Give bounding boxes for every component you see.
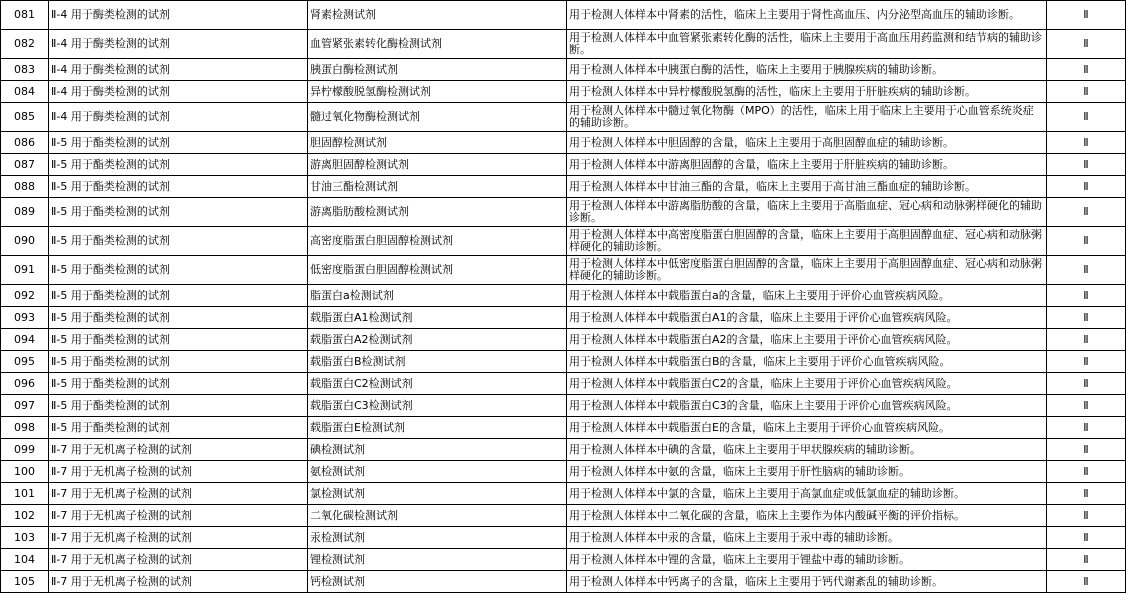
management-class-cell: Ⅱ — [1047, 505, 1126, 527]
product-name-cell: 汞检测试剂 — [308, 527, 567, 549]
table-row — [1, 30, 1126, 59]
product-name-cell: 游离胆固醇检测试剂 — [308, 154, 567, 176]
description-cell: 用于检测人体样本中载脂蛋白A1的含量，临床上主要用于评价心血管疾病风险。 — [567, 307, 1047, 329]
row-code-cell: 105 — [1, 571, 49, 593]
description-cell: 用于检测人体样本中二氧化碳的含量，临床上主要作为体内酸碱平衡的评价指标。 — [567, 505, 1047, 527]
management-class-cell: Ⅱ — [1047, 439, 1126, 461]
category-cell: Ⅱ-5 用于酯类检测的试剂 — [49, 285, 308, 307]
description-cell: 用于检测人体样本中血管紧张素转化酶的活性，临床上主要用于高血压用药监测和结节病的辅助诊断。 — [567, 30, 1047, 59]
product-name-cell: 锂检测试剂 — [308, 549, 567, 571]
table-row — [1, 198, 1126, 227]
product-name-cell: 钙检测试剂 — [308, 571, 567, 593]
description-cell: 用于检测人体样本中钙离子的含量，临床上主要用于钙代谢紊乱的辅助诊断。 — [567, 571, 1047, 593]
product-name-cell: 载脂蛋白C2检测试剂 — [308, 373, 567, 395]
table-row — [1, 285, 1126, 307]
table-row — [1, 307, 1126, 329]
description-cell: 用于检测人体样本中游离脂肪酸的含量，临床上主要用于高脂血症、冠心病和动脉粥样硬化的辅助诊断。 — [567, 198, 1047, 227]
description-cell: 用于检测人体样本中载脂蛋白C2的含量，临床上主要用于评价心血管疾病风险。 — [567, 373, 1047, 395]
management-class-cell: Ⅱ — [1047, 417, 1126, 439]
category-cell: Ⅱ-7 用于无机离子检测的试剂 — [49, 439, 308, 461]
table-row — [1, 81, 1126, 103]
description-cell: 用于检测人体样本中锂的含量，临床上主要用于锂盐中毒的辅助诊断。 — [567, 549, 1047, 571]
category-cell: Ⅱ-5 用于酯类检测的试剂 — [49, 154, 308, 176]
product-name-cell: 甘油三酯检测试剂 — [308, 176, 567, 198]
description-cell: 用于检测人体样本中载脂蛋白C3的含量，临床上主要用于评价心血管疾病风险。 — [567, 395, 1047, 417]
table-row — [1, 103, 1126, 132]
category-cell: Ⅱ-5 用于酯类检测的试剂 — [49, 329, 308, 351]
description-cell: 用于检测人体样本中髓过氧化物酶（MPO）的活性，临床上用于临床上主要用于心血管系统炎症的辅助诊断。 — [567, 103, 1047, 132]
description-cell: 用于检测人体样本中异柠檬酸脱氢酶的活性，临床上主要用于肝脏疾病的辅助诊断。 — [567, 81, 1047, 103]
table-row — [1, 461, 1126, 483]
management-class-cell: Ⅱ — [1047, 256, 1126, 285]
product-name-cell: 髓过氧化物酶检测试剂 — [308, 103, 567, 132]
management-class-cell: Ⅱ — [1047, 329, 1126, 351]
description-cell: 用于检测人体样本中高密度脂蛋白胆固醇的含量，临床上主要用于高胆固醇血症、冠心病和动脉粥样硬化的辅助诊断。 — [567, 227, 1047, 256]
table-row — [1, 59, 1126, 81]
category-cell: Ⅱ-5 用于酯类检测的试剂 — [49, 256, 308, 285]
row-code-cell: 092 — [1, 285, 49, 307]
row-code-cell: 095 — [1, 351, 49, 373]
category-cell: Ⅱ-5 用于酯类检测的试剂 — [49, 227, 308, 256]
description-cell: 用于检测人体样本中低密度脂蛋白胆固醇的含量，临床上主要用于高胆固醇血症、冠心病和动脉粥样硬化的辅助诊断。 — [567, 256, 1047, 285]
table-row — [1, 571, 1126, 593]
table-body — [1, 1, 1126, 593]
management-class-cell: Ⅱ — [1047, 527, 1126, 549]
row-code-cell: 081 — [1, 1, 49, 30]
row-code-cell: 098 — [1, 417, 49, 439]
table-row — [1, 483, 1126, 505]
table-row — [1, 373, 1126, 395]
management-class-cell: Ⅱ — [1047, 307, 1126, 329]
management-class-cell: Ⅱ — [1047, 549, 1126, 571]
table-row — [1, 351, 1126, 373]
description-cell: 用于检测人体样本中氨的含量，临床上主要用于肝性脑病的辅助诊断。 — [567, 461, 1047, 483]
table-row — [1, 1, 1126, 30]
row-code-cell: 085 — [1, 103, 49, 132]
management-class-cell: Ⅱ — [1047, 1, 1126, 30]
category-cell: Ⅱ-5 用于酯类检测的试剂 — [49, 373, 308, 395]
management-class-cell: Ⅱ — [1047, 59, 1126, 81]
product-name-cell: 低密度脂蛋白胆固醇检测试剂 — [308, 256, 567, 285]
product-name-cell: 肾素检测试剂 — [308, 1, 567, 30]
row-code-cell: 083 — [1, 59, 49, 81]
product-name-cell: 氨检测试剂 — [308, 461, 567, 483]
row-code-cell: 087 — [1, 154, 49, 176]
row-code-cell: 084 — [1, 81, 49, 103]
management-class-cell: Ⅱ — [1047, 483, 1126, 505]
category-cell: Ⅱ-4 用于酶类检测的试剂 — [49, 103, 308, 132]
row-code-cell: 099 — [1, 439, 49, 461]
management-class-cell: Ⅱ — [1047, 373, 1126, 395]
product-name-cell: 氯检测试剂 — [308, 483, 567, 505]
category-cell: Ⅱ-7 用于无机离子检测的试剂 — [49, 549, 308, 571]
product-name-cell: 碘检测试剂 — [308, 439, 567, 461]
description-cell: 用于检测人体样本中氯的含量，临床上主要用于高氯血症或低氯血症的辅助诊断。 — [567, 483, 1047, 505]
row-code-cell: 103 — [1, 527, 49, 549]
description-cell: 用于检测人体样本中载脂蛋白E的含量，临床上主要用于评价心血管疾病风险。 — [567, 417, 1047, 439]
category-cell: Ⅱ-4 用于酶类检测的试剂 — [49, 30, 308, 59]
category-cell: Ⅱ-5 用于酯类检测的试剂 — [49, 307, 308, 329]
row-code-cell: 101 — [1, 483, 49, 505]
management-class-cell: Ⅱ — [1047, 30, 1126, 59]
table-row — [1, 417, 1126, 439]
category-cell: Ⅱ-4 用于酶类检测的试剂 — [49, 1, 308, 30]
row-code-cell: 100 — [1, 461, 49, 483]
category-cell: Ⅱ-5 用于酯类检测的试剂 — [49, 176, 308, 198]
category-cell: Ⅱ-5 用于酯类检测的试剂 — [49, 351, 308, 373]
management-class-cell: Ⅱ — [1047, 461, 1126, 483]
management-class-cell: Ⅱ — [1047, 176, 1126, 198]
management-class-cell: Ⅱ — [1047, 395, 1126, 417]
category-cell: Ⅱ-7 用于无机离子检测的试剂 — [49, 483, 308, 505]
table-row — [1, 527, 1126, 549]
product-name-cell: 载脂蛋白B检测试剂 — [308, 351, 567, 373]
row-code-cell: 102 — [1, 505, 49, 527]
row-code-cell: 082 — [1, 30, 49, 59]
category-cell: Ⅱ-5 用于酯类检测的试剂 — [49, 417, 308, 439]
table-row — [1, 227, 1126, 256]
description-cell: 用于检测人体样本中甘油三酯的含量，临床上主要用于高甘油三酯血症的辅助诊断。 — [567, 176, 1047, 198]
description-cell: 用于检测人体样本中肾素的活性，临床上主要用于肾性高血压、内分泌型高血压的辅助诊断。 — [567, 1, 1047, 30]
category-cell: Ⅱ-7 用于无机离子检测的试剂 — [49, 505, 308, 527]
management-class-cell: Ⅱ — [1047, 571, 1126, 593]
category-cell: Ⅱ-4 用于酶类检测的试剂 — [49, 59, 308, 81]
row-code-cell: 086 — [1, 132, 49, 154]
row-code-cell: 091 — [1, 256, 49, 285]
description-cell: 用于检测人体样本中载脂蛋白A2的含量，临床上主要用于评价心血管疾病风险。 — [567, 329, 1047, 351]
management-class-cell: Ⅱ — [1047, 81, 1126, 103]
category-cell: Ⅱ-7 用于无机离子检测的试剂 — [49, 527, 308, 549]
product-name-cell: 高密度脂蛋白胆固醇检测试剂 — [308, 227, 567, 256]
category-cell: Ⅱ-5 用于酯类检测的试剂 — [49, 395, 308, 417]
row-code-cell: 089 — [1, 198, 49, 227]
description-cell: 用于检测人体样本中汞的含量，临床上主要用于汞中毒的辅助诊断。 — [567, 527, 1047, 549]
row-code-cell: 093 — [1, 307, 49, 329]
table-row — [1, 505, 1126, 527]
product-name-cell: 胆固醇检测试剂 — [308, 132, 567, 154]
management-class-cell: Ⅱ — [1047, 132, 1126, 154]
row-code-cell: 094 — [1, 329, 49, 351]
category-cell: Ⅱ-5 用于酯类检测的试剂 — [49, 198, 308, 227]
management-class-cell: Ⅱ — [1047, 227, 1126, 256]
product-name-cell: 二氧化碳检测试剂 — [308, 505, 567, 527]
product-name-cell: 胰蛋白酶检测试剂 — [308, 59, 567, 81]
row-code-cell: 090 — [1, 227, 49, 256]
description-cell: 用于检测人体样本中胆固醇的含量，临床上主要用于高胆固醇血症的辅助诊断。 — [567, 132, 1047, 154]
management-class-cell: Ⅱ — [1047, 285, 1126, 307]
row-code-cell: 104 — [1, 549, 49, 571]
management-class-cell: Ⅱ — [1047, 351, 1126, 373]
product-name-cell: 载脂蛋白A2检测试剂 — [308, 329, 567, 351]
management-class-cell: Ⅱ — [1047, 198, 1126, 227]
management-class-cell: Ⅱ — [1047, 103, 1126, 132]
category-cell: Ⅱ-7 用于无机离子检测的试剂 — [49, 461, 308, 483]
management-class-cell: Ⅱ — [1047, 154, 1126, 176]
description-cell: 用于检测人体样本中载脂蛋白a的含量，临床上主要用于评价心血管疾病风险。 — [567, 285, 1047, 307]
product-name-cell: 游离脂肪酸检测试剂 — [308, 198, 567, 227]
row-code-cell: 088 — [1, 176, 49, 198]
table-row — [1, 395, 1126, 417]
table-row — [1, 256, 1126, 285]
description-cell: 用于检测人体样本中游离胆固醇的含量，临床上主要用于肝脏疾病的辅助诊断。 — [567, 154, 1047, 176]
table-row — [1, 439, 1126, 461]
product-name-cell: 载脂蛋白A1检测试剂 — [308, 307, 567, 329]
table-row — [1, 176, 1126, 198]
table-row — [1, 549, 1126, 571]
product-name-cell: 载脂蛋白C3检测试剂 — [308, 395, 567, 417]
table-row — [1, 132, 1126, 154]
product-name-cell: 脂蛋白a检测试剂 — [308, 285, 567, 307]
row-code-cell: 097 — [1, 395, 49, 417]
description-cell: 用于检测人体样本中胰蛋白酶的活性，临床上主要用于胰腺疾病的辅助诊断。 — [567, 59, 1047, 81]
product-name-cell: 异柠檬酸脱氢酶检测试剂 — [308, 81, 567, 103]
description-cell: 用于检测人体样本中载脂蛋白B的含量，临床上主要用于评价心血管疾病风险。 — [567, 351, 1047, 373]
category-cell: Ⅱ-7 用于无机离子检测的试剂 — [49, 571, 308, 593]
description-cell: 用于检测人体样本中碘的含量，临床上主要用于甲状腺疾病的辅助诊断。 — [567, 439, 1047, 461]
product-name-cell: 血管紧张素转化酶检测试剂 — [308, 30, 567, 59]
category-cell: Ⅱ-5 用于酯类检测的试剂 — [49, 132, 308, 154]
table-row — [1, 329, 1126, 351]
product-name-cell: 载脂蛋白E检测试剂 — [308, 417, 567, 439]
row-code-cell: 096 — [1, 373, 49, 395]
table-row — [1, 154, 1126, 176]
category-cell: Ⅱ-4 用于酶类检测的试剂 — [49, 81, 308, 103]
